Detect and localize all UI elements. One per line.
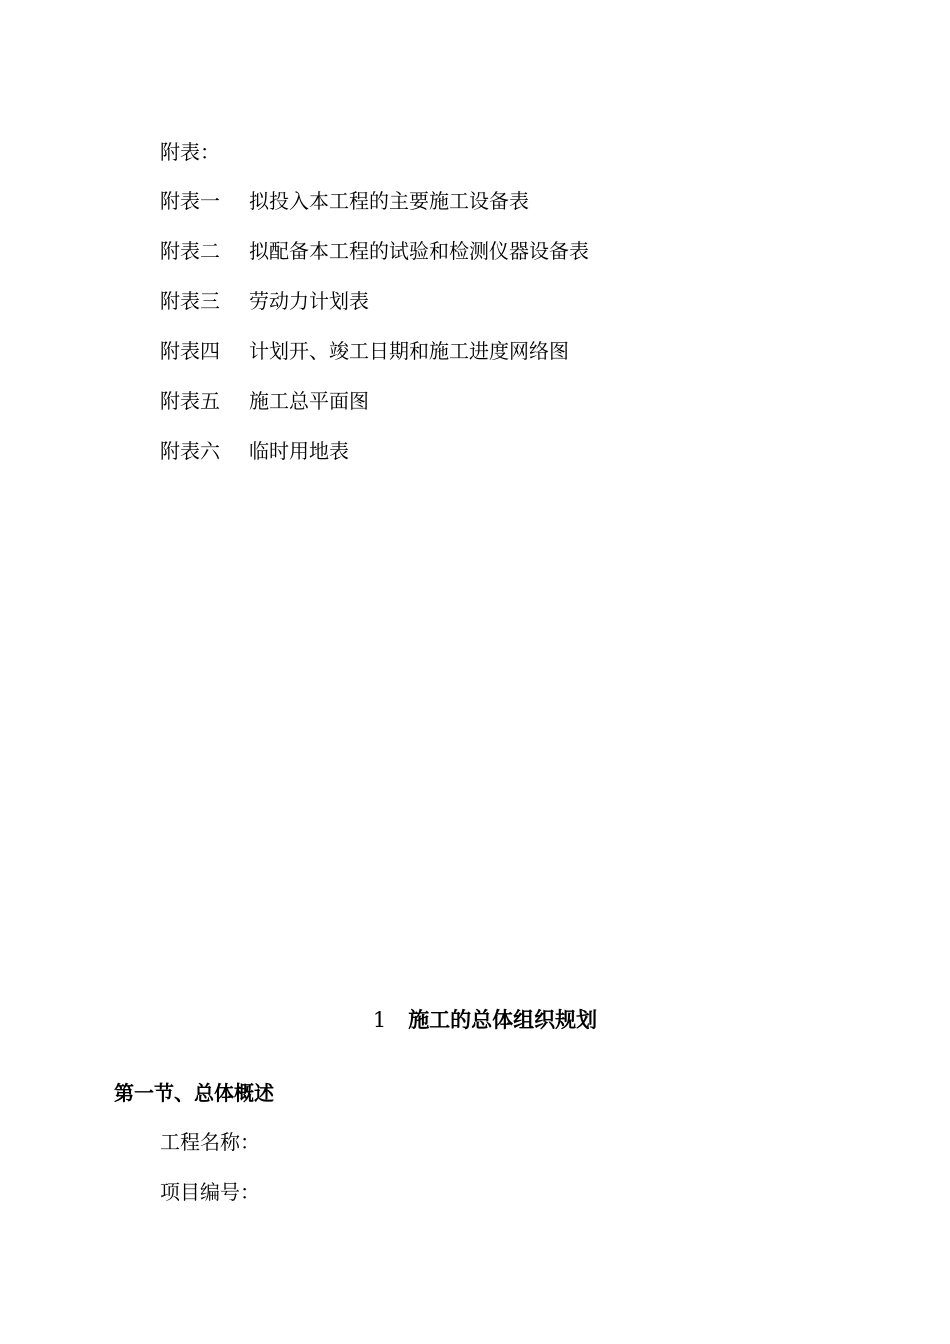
- appendix-number: 附表三: [160, 289, 220, 313]
- appendix-number: 附表二: [160, 239, 220, 263]
- appendix-number: 附表五: [160, 389, 220, 413]
- appendix-item: [160, 438, 589, 488]
- appendix-title: 临时用地表: [249, 439, 349, 463]
- appendix-item: [160, 288, 589, 338]
- project-code-label: 项目编号：: [160, 1180, 260, 1204]
- section-title: 第一节、总体概述: [114, 1081, 274, 1105]
- appendix-title: 施工总平面图: [249, 389, 369, 413]
- appendix-title: 劳动力计划表: [249, 289, 369, 313]
- appendix-number: 附表一: [160, 189, 220, 213]
- appendix-heading: 附表：: [160, 140, 220, 164]
- appendix-title: 计划开、竣工日期和施工进度网络图: [249, 339, 569, 363]
- chapter-title: [0, 1006, 950, 1034]
- appendix-item: [160, 188, 589, 238]
- appendix-title: 拟投入本工程的主要施工设备表: [249, 189, 529, 213]
- appendix-item: [160, 338, 589, 388]
- appendix-list: [160, 188, 589, 488]
- chapter-number: 1: [372, 1008, 387, 1032]
- project-name-label: 工程名称：: [160, 1130, 260, 1154]
- appendix-number: 附表六: [160, 439, 220, 463]
- chapter-title-text: 施工的总体组织规划: [408, 1007, 598, 1032]
- appendix-number: 附表四: [160, 339, 220, 363]
- appendix-item: [160, 238, 589, 288]
- appendix-title: 拟配备本工程的试验和检测仪器设备表: [249, 239, 589, 263]
- appendix-item: [160, 388, 589, 438]
